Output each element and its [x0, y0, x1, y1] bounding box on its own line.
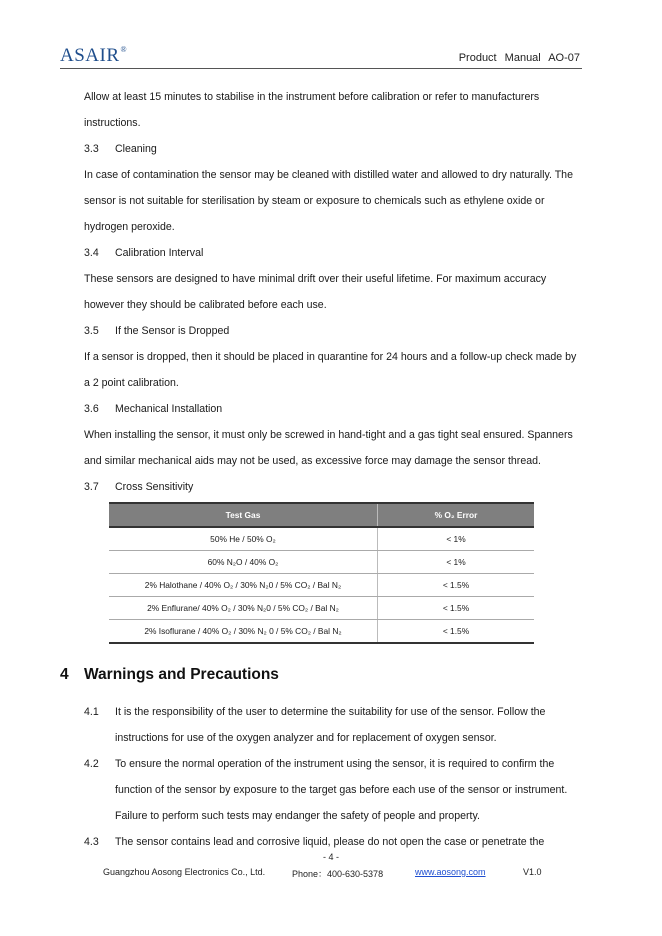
section-title: Cross Sensitivity — [115, 481, 194, 493]
table-row — [109, 597, 534, 620]
list-item — [84, 751, 584, 829]
warnings-list — [84, 699, 584, 855]
cross-sensitivity-table — [109, 502, 534, 644]
asair-logo — [60, 45, 127, 67]
list-item — [84, 699, 584, 751]
test-gas-cell: 60% N₂O / 40% O₂ — [109, 551, 378, 574]
section-number: 3.6 — [84, 403, 99, 415]
section-body-3-6: When installing the sensor, it must only be screwed in hand-tight and a gas tight seal ensured. Spanners and similar mechanical aids may not be used, as excessive force may damage the sensor thread. — [84, 429, 573, 467]
item-text: The sensor contains lead and corrosive liquid, please do not open the case or penetrate the — [115, 836, 545, 848]
column-header-o2-error: % O₂ Error — [378, 503, 535, 527]
section-number: 3.5 — [84, 325, 99, 337]
section-title: Calibration Interval — [115, 247, 204, 259]
item-text: It is the responsibility of the user to determine the suitability for use of the sensor. Follow the instructions for use of the oxygen analyzer and for replacement of oxygen sensor. — [115, 706, 546, 744]
section-heading-3-6 — [84, 396, 584, 422]
test-gas-cell: 50% He / 50% O₂ — [109, 527, 378, 551]
o2-error-cell: < 1% — [378, 527, 535, 551]
section-body-3-5: If a sensor is dropped, then it should be placed in quarantine for 24 hours and a follow-up check made by a 2 point calibration. — [84, 351, 577, 389]
item-text: To ensure the normal operation of the instrument using the sensor, it is required to confirm the function of the sensor by exposure to the target gas before each use of the sensor or instrument. Failure to perform such tests may endanger the safety of people and property. — [115, 758, 568, 822]
o2-error-cell: < 1% — [378, 551, 535, 574]
column-header-test-gas: Test Gas — [109, 503, 378, 527]
registered-mark: ® — [120, 45, 128, 54]
section-body-3-4: These sensors are designed to have minimal drift over their useful lifetime. For maximum accuracy however they should be calibrated before each use. — [84, 273, 547, 311]
test-gas-cell: 2% Isoflurane / 40% O₂ / 30% N₂ 0 / 5% CO₂ / Bal N₂ — [109, 620, 378, 644]
intro-paragraph: Allow at least 15 minutes to stabilise in the instrument before calibration or refer to manufacturers instructions. — [84, 91, 540, 129]
page-header — [60, 44, 582, 69]
section-title: If the Sensor is Dropped — [115, 325, 230, 337]
table-row — [109, 620, 534, 644]
o2-error-cell: < 1.5% — [378, 574, 535, 597]
table-row — [109, 527, 534, 551]
chapter-number: 4 — [60, 666, 69, 683]
footer-version: V1.0 — [523, 867, 542, 877]
o2-error-cell: < 1.5% — [378, 597, 535, 620]
logo-text: ASAIR — [60, 45, 120, 66]
section-heading-3-7 — [84, 474, 584, 500]
page-number: - 4 - — [322, 852, 339, 862]
item-number: 4.1 — [84, 706, 99, 718]
chapter-title: Warnings and Precautions — [84, 666, 279, 683]
table-row — [109, 551, 534, 574]
test-gas-cell: 2% Halothane / 40% O₂ / 30% N₂0 / 5% CO₂ / Bal N₂ — [109, 574, 378, 597]
document-title: Product Manual AO-07 — [458, 52, 580, 64]
main-content — [84, 84, 584, 644]
section-body-3-3: In case of contamination the sensor may be cleaned with distilled water and allowed to dry naturally. The sensor is not suitable for sterilisation by steam or exposure to chemicals such as ethylene oxide or hydrogen peroxide. — [84, 169, 573, 233]
o2-error-cell: < 1.5% — [378, 620, 535, 644]
section-title: Cleaning — [115, 143, 157, 155]
section-number: 3.3 — [84, 143, 99, 155]
item-number: 4.3 — [84, 836, 99, 848]
table-header-row — [109, 503, 534, 527]
footer-company: Guangzhou Aosong Electronics Co., Ltd. — [103, 867, 266, 877]
chapter-heading — [60, 666, 279, 684]
section-number: 3.7 — [84, 481, 99, 493]
footer-website-link[interactable]: www.aosong.com — [415, 867, 486, 877]
section-title: Mechanical Installation — [115, 403, 223, 415]
section-heading-3-5 — [84, 318, 584, 344]
section-heading-3-3 — [84, 136, 584, 162]
test-gas-cell: 2% Enflurane/ 40% O₂ / 30% N₂0 / 5% CO₂ / Bal N₂ — [109, 597, 378, 620]
item-number: 4.2 — [84, 758, 99, 770]
section-heading-3-4 — [84, 240, 584, 266]
footer-phone: Phone：400-630-5378 — [292, 869, 384, 879]
section-number: 3.4 — [84, 247, 99, 259]
table-row — [109, 574, 534, 597]
